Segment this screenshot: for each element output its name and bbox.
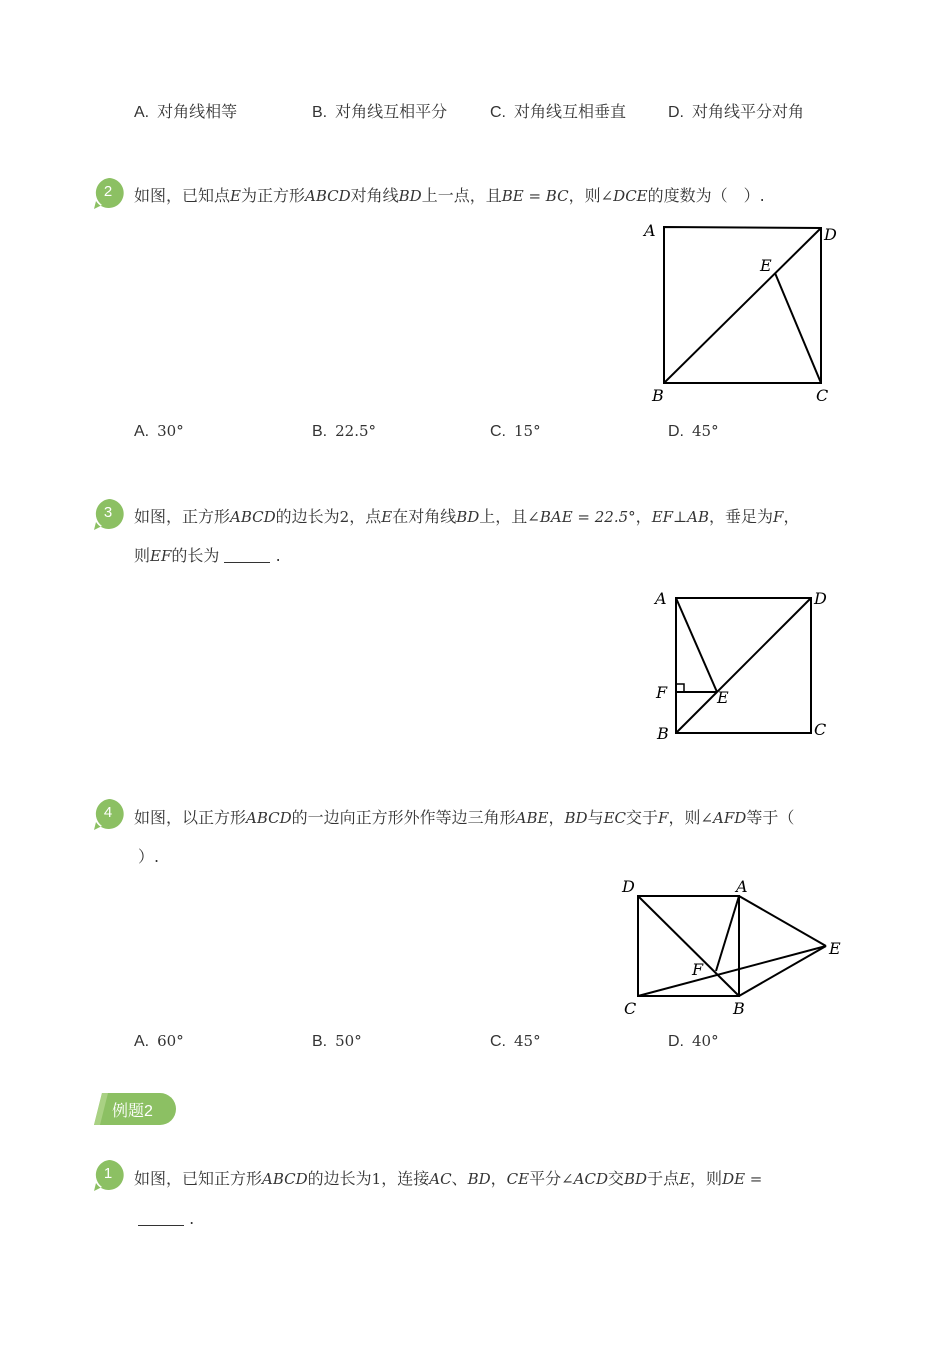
q4-option-c[interactable]: C. 45°: [490, 1032, 541, 1050]
question-number-badge: 2: [93, 177, 127, 211]
question-number-badge: 1: [93, 1159, 127, 1193]
figure-label-a: A: [644, 221, 656, 240]
figure-label-b: B: [733, 999, 745, 1018]
figure-label-c: C: [814, 720, 827, 739]
q4-question-text: 如图，以正方形ABCD的一边向正方形外作等边三角形ABE，BD与EC交于F，则∠AFD等于（: [134, 808, 795, 827]
q4-option-d[interactable]: D. 40°: [668, 1032, 719, 1050]
ex1-question-text-line2: .: [138, 1207, 194, 1231]
ex1-question-text: 如图，已知正方形ABCD的边长为1，连接AC、BD，CE平分∠ACD交BD于点E，则DE =: [134, 1169, 763, 1188]
example-section-tag: 例题2: [92, 1093, 176, 1125]
q4-question-text-line2: ）.: [138, 847, 160, 866]
figure-label-d: D: [814, 589, 827, 608]
q4-figure: [615, 872, 850, 1022]
question-number-badge: 3: [93, 498, 127, 532]
q3-question-text-line2: 则EF的长为 .: [134, 546, 281, 565]
answer-blank[interactable]: [224, 546, 270, 563]
q1-option-a[interactable]: A. 对角线相等: [134, 102, 238, 121]
figure-label-d: D: [824, 225, 837, 244]
figure-label-b: B: [657, 724, 669, 743]
q2-figure: [640, 215, 850, 410]
q1-option-b[interactable]: B. 对角线互相平分: [312, 102, 448, 121]
figure-label-a: A: [736, 877, 748, 896]
figure-label-d: D: [622, 877, 635, 896]
figure-label-b: B: [652, 386, 664, 405]
q3-question-text: 如图，正方形ABCD的边长为2，点E在对角线BD上，且∠BAE = 22.5°，EF⊥AB，垂足为F，: [134, 507, 800, 526]
q2-question-text: 如图，已知点E为正方形ABCD对角线BD上一点，且BE = BC，则∠DCE的度数为（ ）.: [134, 186, 765, 205]
figure-label-c: C: [624, 999, 637, 1018]
figure-label-e: E: [717, 688, 729, 707]
q2-option-c[interactable]: C. 15°: [490, 422, 541, 440]
figure-label-f: F: [656, 683, 668, 702]
figure-label-f: F: [692, 960, 704, 979]
q2-option-d[interactable]: D. 45°: [668, 422, 719, 440]
question-number-badge: 4: [93, 798, 127, 832]
q1-option-d[interactable]: D. 对角线平分对角: [668, 102, 805, 121]
figure-label-e: E: [829, 939, 841, 958]
q4-option-b[interactable]: B. 50°: [312, 1032, 362, 1050]
q1-option-c[interactable]: C. 对角线互相垂直: [490, 102, 627, 121]
q4-option-a[interactable]: A. 60°: [134, 1032, 184, 1050]
figure-label-a: A: [655, 589, 667, 608]
figure-label-e: E: [760, 256, 772, 275]
q3-figure: [645, 585, 845, 750]
q2-option-b[interactable]: B. 22.5°: [312, 422, 377, 440]
q2-option-a[interactable]: A. 30°: [134, 422, 184, 440]
figure-label-c: C: [816, 386, 829, 405]
answer-blank[interactable]: [138, 1209, 184, 1226]
